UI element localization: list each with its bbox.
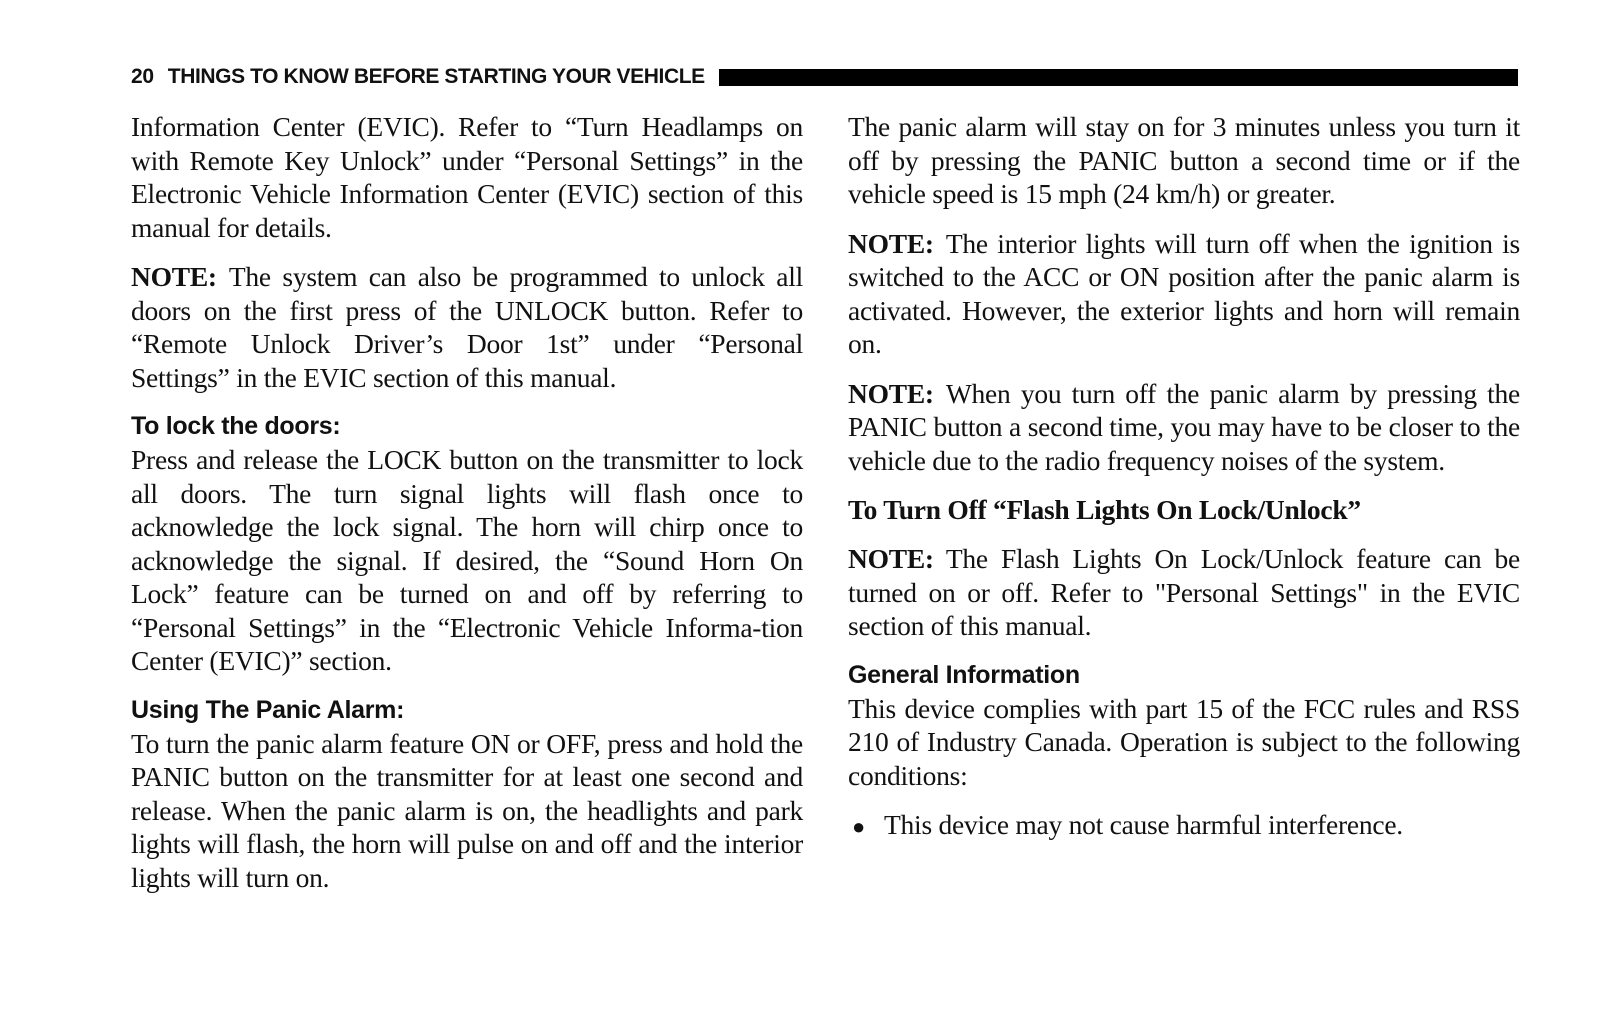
note-text: The system can also be programmed to unlock all doors on the first press of the UNLOCK button. Refer to “Remote Unlock Driver’s Door 1st” under “Personal Settings” in the EVIC section of this manual.	[131, 261, 803, 393]
panic-alarm-paragraph: To turn the panic alarm feature ON or OFF, press and hold the PANIC button on the transmitter for at least one second and release. When the panic alarm is on, the headlights and park lights will flash, the horn will pulse on and off and the interior lights will turn on.	[131, 727, 803, 893]
header-rule	[719, 69, 1518, 86]
note-label: NOTE:	[848, 227, 934, 259]
note-unlock-all	[131, 260, 803, 394]
lock-doors-paragraph: Press and release the LOCK button on the transmitter to lock all doors. The turn signal lights will flash once to acknowledge the lock signal. The horn will chirp once to acknowledge the signal. If desired, the “Sound Horn On Lock” feature can be turned on and off by referring to “Personal Settings” in the “Electronic Vehicle Informa-tion Center (EVIC)” section.	[131, 444, 803, 676]
page-header	[131, 64, 1518, 90]
right-column	[848, 110, 1520, 844]
section-title: THINGS TO KNOW BEFORE STARTING YOUR VEHICLE	[167, 65, 705, 88]
note-text: When you turn off the panic alarm by pressing the PANIC button a second time, you may have to be closer to the vehicle due to the radio frequency noises of the system.	[848, 377, 1520, 476]
bullet-icon: ●	[852, 814, 866, 839]
note-flash-lights	[848, 542, 1520, 643]
conditions-list	[848, 808, 1520, 844]
note-label: NOTE:	[848, 543, 934, 574]
general-information-heading: General Information	[848, 660, 1080, 689]
lock-doors-heading: To lock the doors:	[131, 412, 341, 440]
flash-lights-heading: To Turn Off “Flash Lights On Lock/Unlock”	[848, 494, 1361, 525]
note-text: The Flash Lights On Lock/Unlock feature can be turned on or off. Refer to "Personal Settings" in the EVIC section of this manual.	[848, 543, 1520, 641]
note-radio-frequency	[848, 377, 1520, 478]
note-label: NOTE:	[848, 377, 934, 409]
note-interior-lights	[848, 227, 1520, 361]
general-information-paragraph: This device complies with part 15 of the FCC rules and RSS 210 of Industry Canada. Operation is subject to the following conditions:	[848, 692, 1520, 791]
intro-paragraph: Information Center (EVIC). Refer to “Turn Headlamps on with Remote Key Unlock” under “Personal Settings” in the Electronic Vehicle Information Center (EVIC) section of this manual for details.	[131, 111, 803, 243]
left-column	[131, 110, 803, 910]
list-item	[848, 808, 1520, 844]
panic-duration-paragraph: The panic alarm will stay on for 3 minutes unless you turn it off by pressing the PANIC button a second time or if the vehicle speed is 15 mph (24 km/h) or greater.	[848, 111, 1520, 209]
note-text: The interior lights will turn off when the ignition is switched to the ACC or ON position after the panic alarm is activated. However, the exterior lights and horn will remain on.	[848, 227, 1520, 359]
panic-alarm-heading: Using The Panic Alarm:	[131, 695, 405, 724]
list-item-text: This device may not cause harmful interference.	[884, 809, 1403, 840]
page-number: 20	[131, 65, 154, 88]
note-label: NOTE:	[131, 261, 217, 292]
